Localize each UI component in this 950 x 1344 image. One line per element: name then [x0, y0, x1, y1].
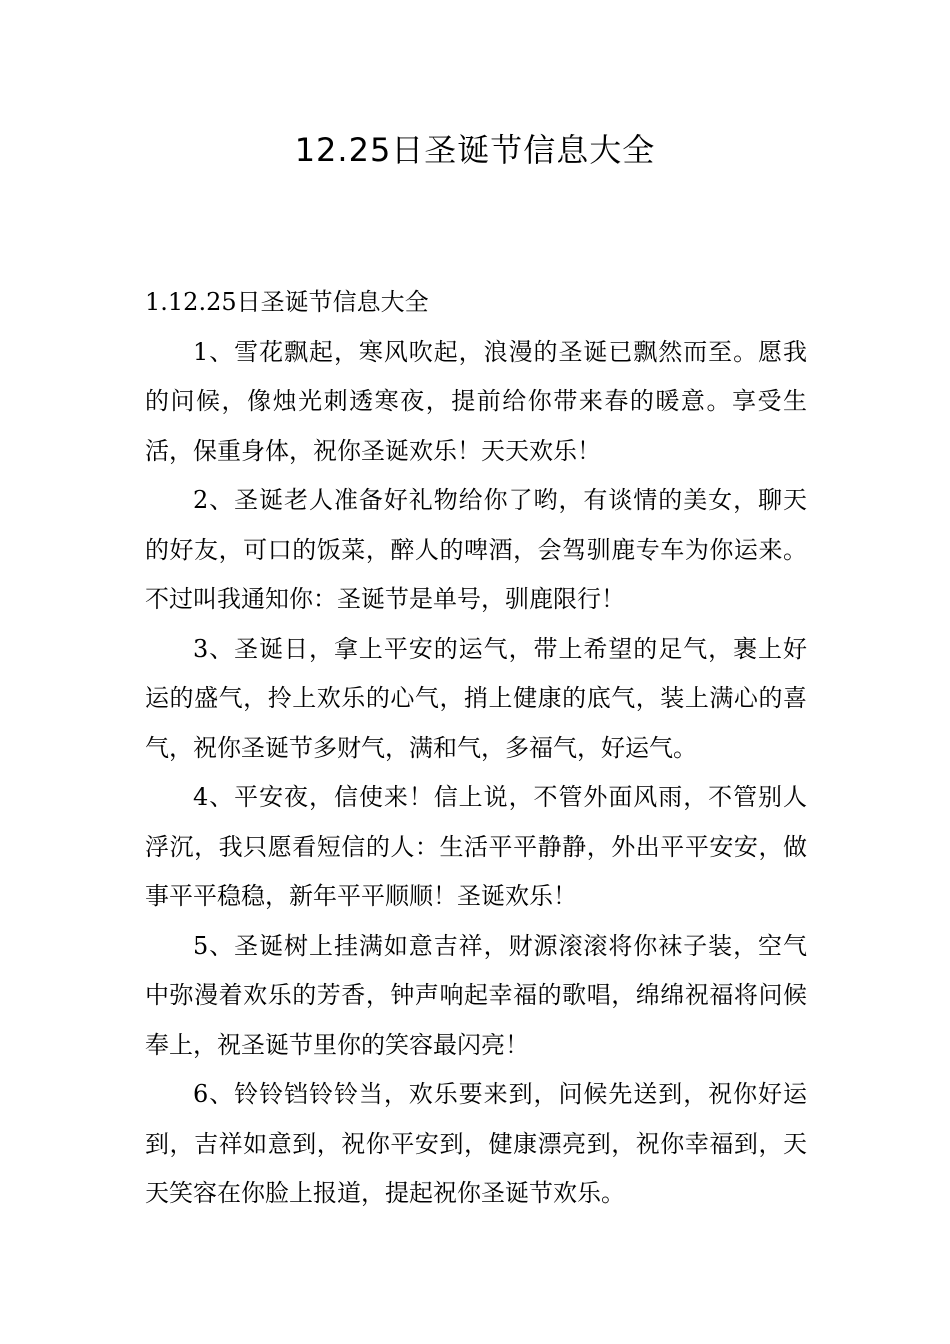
section-heading: 1.12.25日圣诞节信息大全 — [145, 288, 429, 316]
paragraph-6: 6、铃铃铛铃铃当，欢乐要来到，问候先送到，祝你好运到，吉祥如意到，祝你平安到，健康漂亮到，祝你幸福到，天天笑容在你脸上报道，提起祝你圣诞节欢乐。 — [145, 1080, 807, 1207]
paragraph-5: 5、圣诞树上挂满如意吉祥，财源滚滚将你袜子装，空气中弥漫着欢乐的芳香，钟声响起幸福的歌唱，绵绵祝福将问候奉上，祝圣诞节里你的笑容最闪亮！ — [145, 931, 807, 1059]
paragraph-2: 2、圣诞老人准备好礼物给你了哟，有谈情的美女，聊天的好友，可口的饭菜，醉人的啤酒，会驾驯鹿专车为你运来。不过叫我通知你：圣诞节是单号，驯鹿限行！ — [145, 486, 807, 613]
paragraph-4: 4、平安夜，信使来！信上说，不管外面风雨，不管别人浮沉，我只愿看短信的人：生活平平静静，外出平平安安，做事平平稳稳，新年平平顺顺！圣诞欢乐！ — [145, 783, 807, 910]
document-body — [145, 278, 807, 1219]
paragraph-3: 3、圣诞日，拿上平安的运气，带上希望的足气，裹上好运的盛气，拎上欢乐的心气，捎上健康的底气，装上满心的喜气，祝你圣诞节多财气，满和气，多福气，好运气。 — [145, 634, 807, 762]
document-title: 12.25日圣诞节信息大全 — [294, 131, 656, 169]
paragraph-1: 1、雪花飘起，寒风吹起，浪漫的圣诞已飘然而至。愿我的问候，像烛光刺透寒夜，提前给你带来春的暖意。享受生活，保重身体，祝你圣诞欢乐！天天欢乐！ — [145, 337, 807, 465]
